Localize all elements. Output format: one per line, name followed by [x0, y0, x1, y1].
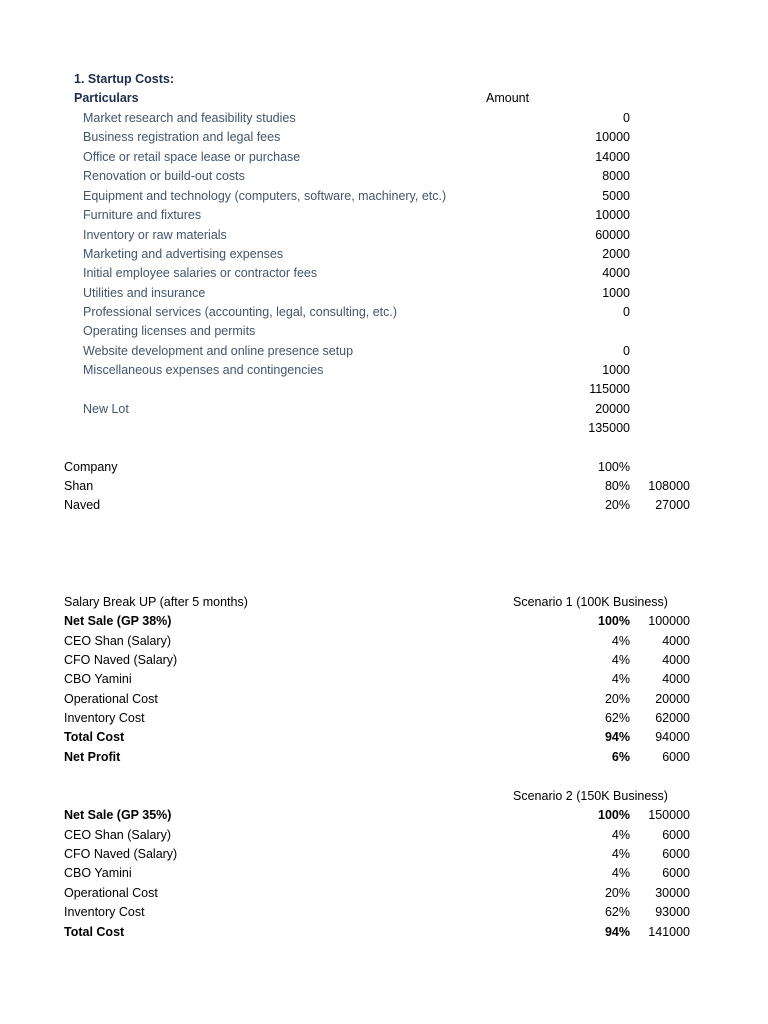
startup-item-amount: 60000: [595, 228, 630, 242]
scenario1-row-value: 4000: [662, 672, 690, 686]
scenario1-row-label: Inventory Cost: [64, 711, 145, 725]
startup-item-amount: 0: [623, 344, 630, 358]
scenario1-row-label: Net Sale (GP 38%): [64, 614, 172, 628]
scenario1-row-value: 94000: [655, 730, 690, 744]
startup-item-label: Furniture and fixtures: [83, 208, 202, 222]
startup-item-label: Operating licenses and permits: [83, 324, 256, 338]
owner-name: Naved: [64, 498, 101, 512]
startup-item-amount: 0: [623, 111, 630, 125]
scenario2-row-label: CBO Yamini: [64, 866, 132, 880]
scenario2-row-value: 150000: [648, 808, 690, 822]
scenario2-row-label: Total Cost: [64, 925, 125, 939]
scenario1-row-pct: 6%: [611, 750, 630, 764]
scenario2-row-value: 93000: [655, 905, 690, 919]
scenario2-row-pct: 4%: [611, 828, 630, 842]
startup-item-amount: 10000: [595, 130, 630, 144]
startup-item-label: Business registration and legal fees: [83, 130, 281, 144]
owner-name: Company: [64, 460, 118, 474]
startup-item-label: Equipment and technology (computers, software, machinery, etc.): [83, 189, 447, 203]
scenario2-row-pct: 62%: [604, 905, 630, 919]
scenario1-heading: Scenario 1 (100K Business): [513, 595, 668, 609]
scenario2-heading: Scenario 2 (150K Business): [513, 789, 668, 803]
startup-item-amount: 4000: [602, 266, 630, 280]
scenario2-row-value: 141000: [648, 925, 690, 939]
startup-item-amount: 1000: [602, 286, 630, 300]
startup-item-label: Utilities and insurance: [83, 286, 206, 300]
scenario2-row-label: CEO Shan (Salary): [64, 828, 171, 842]
scenario1-row-label: Operational Cost: [64, 692, 158, 706]
owner-value: 108000: [648, 479, 690, 493]
scenario2-row-label: Operational Cost: [64, 886, 158, 900]
owner-pct: 80%: [604, 479, 630, 493]
scenario1-row-value: 4000: [662, 634, 690, 648]
scenario2-row-pct: 20%: [604, 886, 630, 900]
scenario1-row-value: 100000: [648, 614, 690, 628]
scenario1-row-pct: 4%: [611, 672, 630, 686]
scenario2-row-value: 30000: [655, 886, 690, 900]
scenario1-row-label: CEO Shan (Salary): [64, 634, 171, 648]
scenario2-row-value: 6000: [662, 847, 690, 861]
new-lot-label: New Lot: [83, 402, 129, 416]
startup-item-label: Initial employee salaries or contractor fees: [83, 266, 318, 280]
salary-title: Salary Break UP (after 5 months): [64, 595, 248, 609]
scenario1-row-pct: 4%: [611, 653, 630, 667]
startup-item-amount: 0: [623, 305, 630, 319]
startup-subtotal: 115000: [589, 382, 630, 396]
scenario1-row-label: CFO Naved (Salary): [64, 653, 178, 667]
startup-grand-total: 135000: [588, 421, 630, 435]
startup-item-amount: 10000: [595, 208, 630, 222]
startup-item-label: Website development and online presence setup: [83, 344, 354, 358]
startup-item-amount: 1000: [602, 363, 630, 377]
scenario2-row-pct: 4%: [611, 866, 630, 880]
startup-item-label: Renovation or build-out costs: [83, 169, 245, 183]
scenario1-row-value: 6000: [662, 750, 690, 764]
scenario1-row-label: Net Profit: [64, 750, 121, 764]
scenario1-row-label: CBO Yamini: [64, 672, 132, 686]
scenario2-row-label: CFO Naved (Salary): [64, 847, 178, 861]
scenario2-row-value: 6000: [662, 866, 690, 880]
owner-value: 27000: [655, 498, 690, 512]
scenario2-row-value: 6000: [662, 828, 690, 842]
startup-item-label: Marketing and advertising expenses: [83, 247, 284, 261]
scenario1-row-pct: 4%: [611, 634, 630, 648]
startup-item-label: Office or retail space lease or purchase: [83, 150, 301, 164]
scenario2-row-label: Inventory Cost: [64, 905, 145, 919]
startup-item-label: Market research and feasibility studies: [83, 111, 296, 125]
startup-item-label: Miscellaneous expenses and contingencies: [83, 363, 324, 377]
scenario1-row-label: Total Cost: [64, 730, 125, 744]
scenario1-row-pct: 20%: [604, 692, 630, 706]
startup-item-label: Professional services (accounting, legal, consulting, etc.): [83, 305, 398, 319]
scenario1-row-value: 20000: [655, 692, 690, 706]
startup-item-amount: 8000: [602, 169, 630, 183]
startup-title: 1. Startup Costs:: [74, 72, 175, 86]
startup-item-amount: 5000: [602, 189, 630, 203]
startup-item-amount: 2000: [602, 247, 630, 261]
owner-name: Shan: [64, 479, 94, 493]
amount-header: Amount: [486, 91, 530, 105]
scenario1-row-value: 62000: [655, 711, 690, 725]
scenario1-row-pct: 100%: [598, 614, 630, 628]
scenario2-row-pct: 4%: [611, 847, 630, 861]
scenario2-row-label: Net Sale (GP 35%): [64, 808, 172, 822]
scenario2-row-pct: 100%: [598, 808, 630, 822]
startup-item-label: Inventory or raw materials: [83, 228, 227, 242]
scenario1-row-value: 4000: [662, 653, 690, 667]
owner-pct: 20%: [604, 498, 630, 512]
scenario1-row-pct: 94%: [604, 730, 630, 744]
particulars-header: Particulars: [74, 91, 139, 105]
new-lot-amount: 20000: [595, 402, 630, 416]
scenario2-row-pct: 94%: [604, 925, 630, 939]
startup-item-amount: 14000: [595, 150, 630, 164]
owner-pct: 100%: [598, 460, 630, 474]
scenario1-row-pct: 62%: [604, 711, 630, 725]
